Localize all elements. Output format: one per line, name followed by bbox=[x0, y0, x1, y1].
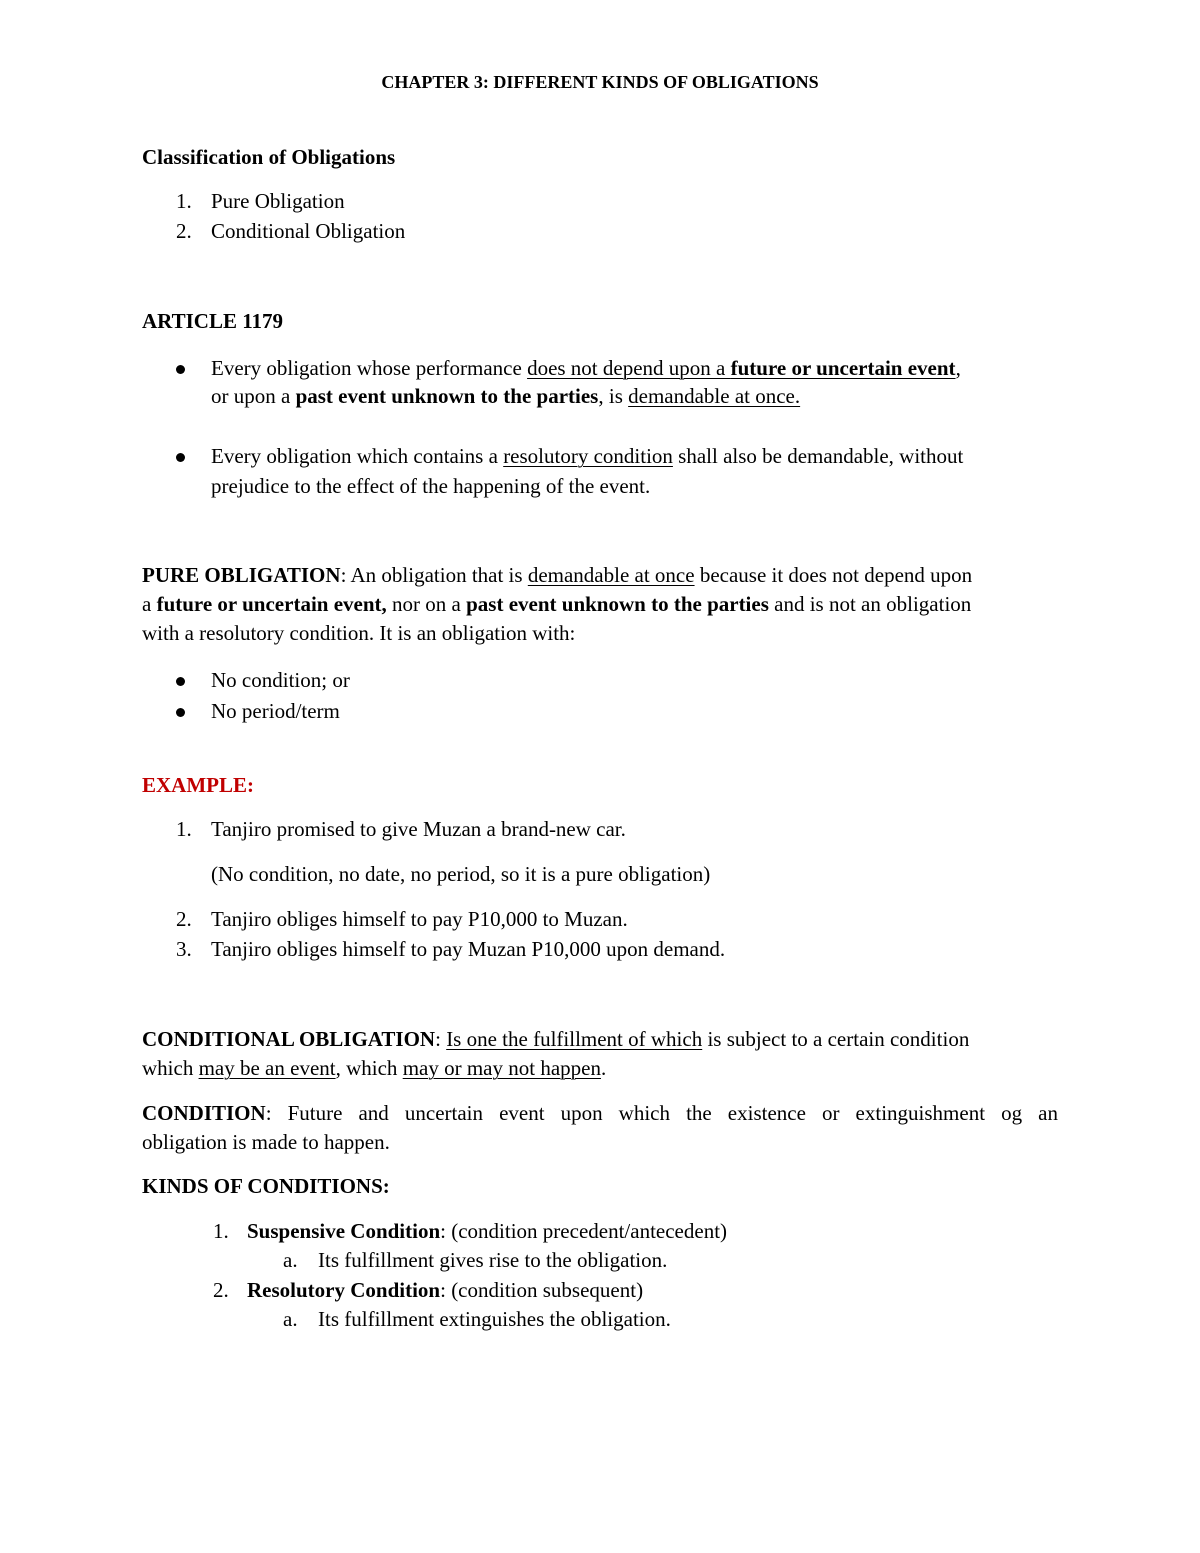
condition-line-2: obligation is made to happen. bbox=[142, 1130, 390, 1154]
kinds-sub-letter-1: a. bbox=[283, 1248, 298, 1272]
example-heading: EXAMPLE: bbox=[142, 773, 254, 797]
classification-heading: Classification of Obligations bbox=[142, 145, 396, 169]
classification-item-2: Conditional Obligation bbox=[211, 219, 406, 243]
example-item-2: Tanjiro obliges himself to pay P10,000 to Muzan. bbox=[211, 907, 628, 931]
article-heading: ARTICLE 1179 bbox=[142, 309, 284, 333]
kinds-item-2: Resolutory Condition: (condition subsequent) bbox=[247, 1278, 644, 1302]
kinds-sub-1: Its fulfillment gives rise to the obligation. bbox=[318, 1248, 668, 1272]
kinds-num-1: 1. bbox=[213, 1219, 229, 1243]
conditional-line-1: CONDITIONAL OBLIGATION: Is one the fulfillment of which is subject to a certain condition bbox=[142, 1027, 970, 1051]
kinds-sub-2: Its fulfillment extinguishes the obligation. bbox=[318, 1307, 671, 1331]
kinds-num-2: 2. bbox=[213, 1278, 229, 1302]
kinds-heading: KINDS OF CONDITIONS: bbox=[142, 1174, 390, 1198]
chapter-title: CHAPTER 3: DIFFERENT KINDS OF OBLIGATIONS bbox=[381, 72, 819, 92]
bullet-icon bbox=[176, 677, 185, 686]
bullet-icon bbox=[176, 453, 185, 462]
kinds-item-1: Suspensive Condition: (condition precedent/antecedent) bbox=[247, 1219, 728, 1243]
conditional-line-2: which may be an event, which may or may not happen. bbox=[142, 1056, 607, 1080]
example-item-3: Tanjiro obliges himself to pay Muzan P10,000 upon demand. bbox=[211, 937, 726, 961]
classification-item-1: Pure Obligation bbox=[211, 189, 345, 213]
article-bullet-2-line-1: Every obligation which contains a resolutory condition shall also be demandable, without bbox=[211, 444, 964, 468]
article-bullet-2-line-2: prejudice to the effect of the happening of the event. bbox=[211, 474, 651, 498]
pure-bullet-1: No condition; or bbox=[211, 668, 350, 692]
pure-bullet-2: No period/term bbox=[211, 699, 340, 723]
pure-line-2: a future or uncertain event, nor on a past event unknown to the parties and is not an obligation bbox=[142, 592, 972, 616]
pure-line-1: PURE OBLIGATION: An obligation that is demandable at once because it does not depend upon bbox=[142, 563, 973, 587]
kinds-sub-letter-2: a. bbox=[283, 1307, 298, 1331]
example-num-3: 3. bbox=[176, 937, 192, 961]
article-bullet-1-line-1: Every obligation whose performance does not depend upon a future or uncertain event, bbox=[211, 356, 961, 380]
pure-line-3: with a resolutory condition. It is an obligation with: bbox=[142, 621, 576, 645]
example-note: (No condition, no date, no period, so it is a pure obligation) bbox=[211, 862, 711, 886]
condition-line-1: CONDITION: Future and uncertain event upon which the existence or extinguishment og an bbox=[142, 1101, 1058, 1125]
bullet-icon bbox=[176, 708, 185, 717]
example-num-2: 2. bbox=[176, 907, 192, 931]
example-num-1: 1. bbox=[176, 817, 192, 841]
classification-num-1: 1. bbox=[176, 189, 192, 213]
example-item-1: Tanjiro promised to give Muzan a brand-new car. bbox=[211, 817, 626, 841]
bullet-icon bbox=[176, 365, 185, 374]
classification-num-2: 2. bbox=[176, 219, 192, 243]
article-bullet-1-line-2: or upon a past event unknown to the parties, is demandable at once. bbox=[211, 384, 801, 408]
